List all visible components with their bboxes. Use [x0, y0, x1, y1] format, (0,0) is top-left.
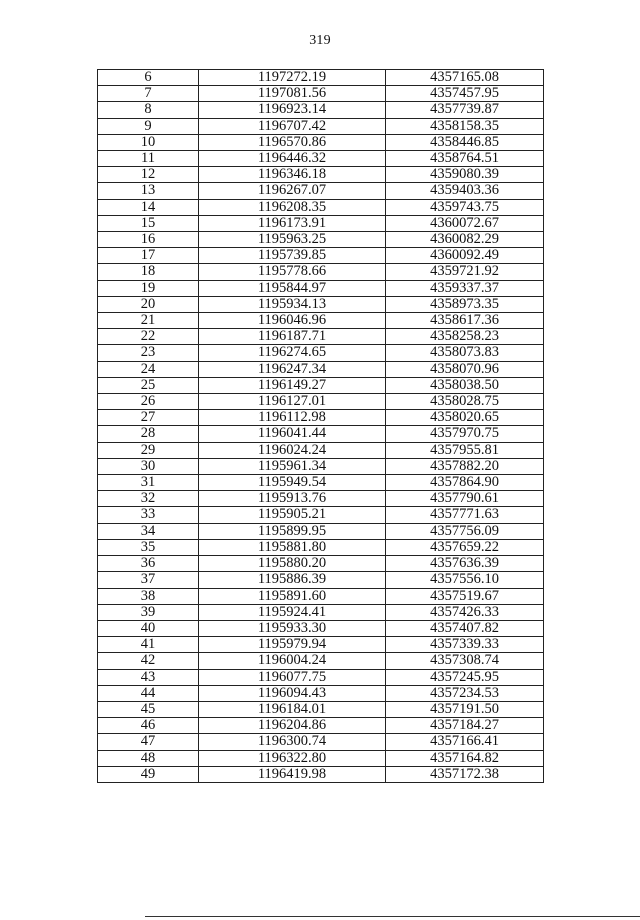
point-number-cell: 30 — [98, 458, 199, 474]
y-coordinate-cell: 4357519.67 — [386, 588, 544, 604]
point-number-cell: 8 — [98, 102, 199, 118]
y-coordinate-cell: 4359080.39 — [386, 167, 544, 183]
table-row — [98, 588, 544, 604]
table-row — [98, 183, 544, 199]
x-coordinate-cell: 1195881.80 — [199, 539, 386, 555]
x-coordinate-cell: 1195979.94 — [199, 637, 386, 653]
x-coordinate-cell: 1196187.71 — [199, 329, 386, 345]
y-coordinate-cell: 4358020.65 — [386, 410, 544, 426]
y-coordinate-cell: 4358258.23 — [386, 329, 544, 345]
point-number-cell: 21 — [98, 313, 199, 329]
x-coordinate-cell: 1196267.07 — [199, 183, 386, 199]
y-coordinate-cell: 4357756.09 — [386, 523, 544, 539]
table-row — [98, 734, 544, 750]
table-row — [98, 458, 544, 474]
table-row — [98, 199, 544, 215]
table-row — [98, 637, 544, 653]
y-coordinate-cell: 4357970.75 — [386, 426, 544, 442]
y-coordinate-cell: 4357771.63 — [386, 507, 544, 523]
y-coordinate-cell: 4358617.36 — [386, 313, 544, 329]
table-row — [98, 134, 544, 150]
coordinates-table — [97, 69, 544, 783]
point-number-cell: 16 — [98, 232, 199, 248]
x-coordinate-cell: 1196446.32 — [199, 151, 386, 167]
table-row — [98, 361, 544, 377]
x-coordinate-cell: 1195880.20 — [199, 556, 386, 572]
table-row — [98, 507, 544, 523]
table-row — [98, 750, 544, 766]
x-coordinate-cell: 1195905.21 — [199, 507, 386, 523]
y-coordinate-cell: 4358764.51 — [386, 151, 544, 167]
point-number-cell: 22 — [98, 329, 199, 345]
x-coordinate-cell: 1196041.44 — [199, 426, 386, 442]
table-row — [98, 685, 544, 701]
x-coordinate-cell: 1195949.54 — [199, 475, 386, 491]
point-number-cell: 47 — [98, 734, 199, 750]
x-coordinate-cell: 1195844.97 — [199, 280, 386, 296]
table-row — [98, 70, 544, 86]
point-number-cell: 40 — [98, 620, 199, 636]
table-row — [98, 313, 544, 329]
y-coordinate-cell: 4358973.35 — [386, 296, 544, 312]
x-coordinate-cell: 1196112.98 — [199, 410, 386, 426]
table-row — [98, 475, 544, 491]
table-row — [98, 556, 544, 572]
y-coordinate-cell: 4357457.95 — [386, 86, 544, 102]
table-row — [98, 86, 544, 102]
point-number-cell: 12 — [98, 167, 199, 183]
x-coordinate-cell: 1196322.80 — [199, 750, 386, 766]
point-number-cell: 19 — [98, 280, 199, 296]
table-row — [98, 232, 544, 248]
y-coordinate-cell: 4357659.22 — [386, 539, 544, 555]
point-number-cell: 18 — [98, 264, 199, 280]
y-coordinate-cell: 4360082.29 — [386, 232, 544, 248]
table-row — [98, 410, 544, 426]
table-row — [98, 718, 544, 734]
point-number-cell: 35 — [98, 539, 199, 555]
x-coordinate-cell: 1196274.65 — [199, 345, 386, 361]
x-coordinate-cell: 1196077.75 — [199, 669, 386, 685]
table-row — [98, 701, 544, 717]
x-coordinate-cell: 1196149.27 — [199, 377, 386, 393]
point-number-cell: 14 — [98, 199, 199, 215]
x-coordinate-cell: 1196046.96 — [199, 313, 386, 329]
y-coordinate-cell: 4357234.53 — [386, 685, 544, 701]
y-coordinate-cell: 4357556.10 — [386, 572, 544, 588]
point-number-cell: 46 — [98, 718, 199, 734]
y-coordinate-cell: 4357882.20 — [386, 458, 544, 474]
y-coordinate-cell: 4358028.75 — [386, 394, 544, 410]
point-number-cell: 45 — [98, 701, 199, 717]
table-row — [98, 491, 544, 507]
point-number-cell: 24 — [98, 361, 199, 377]
point-number-cell: 34 — [98, 523, 199, 539]
x-coordinate-cell: 1196173.91 — [199, 215, 386, 231]
point-number-cell: 11 — [98, 151, 199, 167]
point-number-cell: 48 — [98, 750, 199, 766]
x-coordinate-cell: 1195961.34 — [199, 458, 386, 474]
y-coordinate-cell: 4357955.81 — [386, 442, 544, 458]
x-coordinate-cell: 1197272.19 — [199, 70, 386, 86]
table-row — [98, 102, 544, 118]
y-coordinate-cell: 4359743.75 — [386, 199, 544, 215]
x-coordinate-cell: 1195913.76 — [199, 491, 386, 507]
y-coordinate-cell: 4357739.87 — [386, 102, 544, 118]
y-coordinate-cell: 4358073.83 — [386, 345, 544, 361]
x-coordinate-cell: 1196419.98 — [199, 766, 386, 782]
y-coordinate-cell: 4357191.50 — [386, 701, 544, 717]
table-row — [98, 264, 544, 280]
point-number-cell: 32 — [98, 491, 199, 507]
point-number-cell: 43 — [98, 669, 199, 685]
x-coordinate-cell: 1196346.18 — [199, 167, 386, 183]
table-row — [98, 345, 544, 361]
y-coordinate-cell: 4357165.08 — [386, 70, 544, 86]
table-row — [98, 653, 544, 669]
point-number-cell: 25 — [98, 377, 199, 393]
y-coordinate-cell: 4358158.35 — [386, 118, 544, 134]
y-coordinate-cell: 4359337.37 — [386, 280, 544, 296]
y-coordinate-cell: 4357164.82 — [386, 750, 544, 766]
point-number-cell: 13 — [98, 183, 199, 199]
x-coordinate-cell: 1196208.35 — [199, 199, 386, 215]
table-row — [98, 167, 544, 183]
table-row — [98, 329, 544, 345]
x-coordinate-cell: 1195924.41 — [199, 604, 386, 620]
x-coordinate-cell: 1196004.24 — [199, 653, 386, 669]
coordinates-table-body — [98, 70, 544, 783]
point-number-cell: 10 — [98, 134, 199, 150]
table-row — [98, 426, 544, 442]
table-row — [98, 377, 544, 393]
point-number-cell: 17 — [98, 248, 199, 264]
point-number-cell: 9 — [98, 118, 199, 134]
x-coordinate-cell: 1195963.25 — [199, 232, 386, 248]
table-row — [98, 394, 544, 410]
y-coordinate-cell: 4358070.96 — [386, 361, 544, 377]
x-coordinate-cell: 1196184.01 — [199, 701, 386, 717]
point-number-cell: 15 — [98, 215, 199, 231]
x-coordinate-cell: 1195899.95 — [199, 523, 386, 539]
table-row — [98, 248, 544, 264]
y-coordinate-cell: 4358446.85 — [386, 134, 544, 150]
x-coordinate-cell: 1196127.01 — [199, 394, 386, 410]
y-coordinate-cell: 4359721.92 — [386, 264, 544, 280]
table-row — [98, 215, 544, 231]
table-row — [98, 669, 544, 685]
x-coordinate-cell: 1196094.43 — [199, 685, 386, 701]
y-coordinate-cell: 4357407.82 — [386, 620, 544, 636]
x-coordinate-cell: 1195933.30 — [199, 620, 386, 636]
y-coordinate-cell: 4360072.67 — [386, 215, 544, 231]
point-number-cell: 37 — [98, 572, 199, 588]
table-row — [98, 523, 544, 539]
table-row — [98, 539, 544, 555]
point-number-cell: 44 — [98, 685, 199, 701]
y-coordinate-cell: 4359403.36 — [386, 183, 544, 199]
point-number-cell: 23 — [98, 345, 199, 361]
x-coordinate-cell: 1197081.56 — [199, 86, 386, 102]
x-coordinate-cell: 1195934.13 — [199, 296, 386, 312]
x-coordinate-cell: 1195739.85 — [199, 248, 386, 264]
x-coordinate-cell: 1196024.24 — [199, 442, 386, 458]
y-coordinate-cell: 4360092.49 — [386, 248, 544, 264]
table-row — [98, 766, 544, 782]
table-row — [98, 442, 544, 458]
point-number-cell: 26 — [98, 394, 199, 410]
x-coordinate-cell: 1196923.14 — [199, 102, 386, 118]
x-coordinate-cell: 1195891.60 — [199, 588, 386, 604]
point-number-cell: 39 — [98, 604, 199, 620]
point-number-cell: 20 — [98, 296, 199, 312]
table-row — [98, 280, 544, 296]
table-row — [98, 604, 544, 620]
point-number-cell: 28 — [98, 426, 199, 442]
y-coordinate-cell: 4357308.74 — [386, 653, 544, 669]
point-number-cell: 49 — [98, 766, 199, 782]
point-number-cell: 27 — [98, 410, 199, 426]
table-row — [98, 296, 544, 312]
x-coordinate-cell: 1196570.86 — [199, 134, 386, 150]
y-coordinate-cell: 4357426.33 — [386, 604, 544, 620]
y-coordinate-cell: 4357184.27 — [386, 718, 544, 734]
y-coordinate-cell: 4357339.33 — [386, 637, 544, 653]
x-coordinate-cell: 1196707.42 — [199, 118, 386, 134]
x-coordinate-cell: 1195778.66 — [199, 264, 386, 280]
point-number-cell: 38 — [98, 588, 199, 604]
y-coordinate-cell: 4357636.39 — [386, 556, 544, 572]
y-coordinate-cell: 4357790.61 — [386, 491, 544, 507]
x-coordinate-cell: 1196300.74 — [199, 734, 386, 750]
y-coordinate-cell: 4357172.38 — [386, 766, 544, 782]
x-coordinate-cell: 1195886.39 — [199, 572, 386, 588]
point-number-cell: 7 — [98, 86, 199, 102]
table-row — [98, 151, 544, 167]
page-number: 319 — [309, 33, 331, 48]
y-coordinate-cell: 4357245.95 — [386, 669, 544, 685]
point-number-cell: 29 — [98, 442, 199, 458]
x-coordinate-cell: 1196204.86 — [199, 718, 386, 734]
point-number-cell: 36 — [98, 556, 199, 572]
y-coordinate-cell: 4358038.50 — [386, 377, 544, 393]
point-number-cell: 42 — [98, 653, 199, 669]
table-row — [98, 620, 544, 636]
y-coordinate-cell: 4357166.41 — [386, 734, 544, 750]
table-row — [98, 572, 544, 588]
table-row — [98, 118, 544, 134]
bottom-rule — [145, 916, 640, 917]
point-number-cell: 31 — [98, 475, 199, 491]
x-coordinate-cell: 1196247.34 — [199, 361, 386, 377]
point-number-cell: 6 — [98, 70, 199, 86]
point-number-cell: 33 — [98, 507, 199, 523]
y-coordinate-cell: 4357864.90 — [386, 475, 544, 491]
point-number-cell: 41 — [98, 637, 199, 653]
